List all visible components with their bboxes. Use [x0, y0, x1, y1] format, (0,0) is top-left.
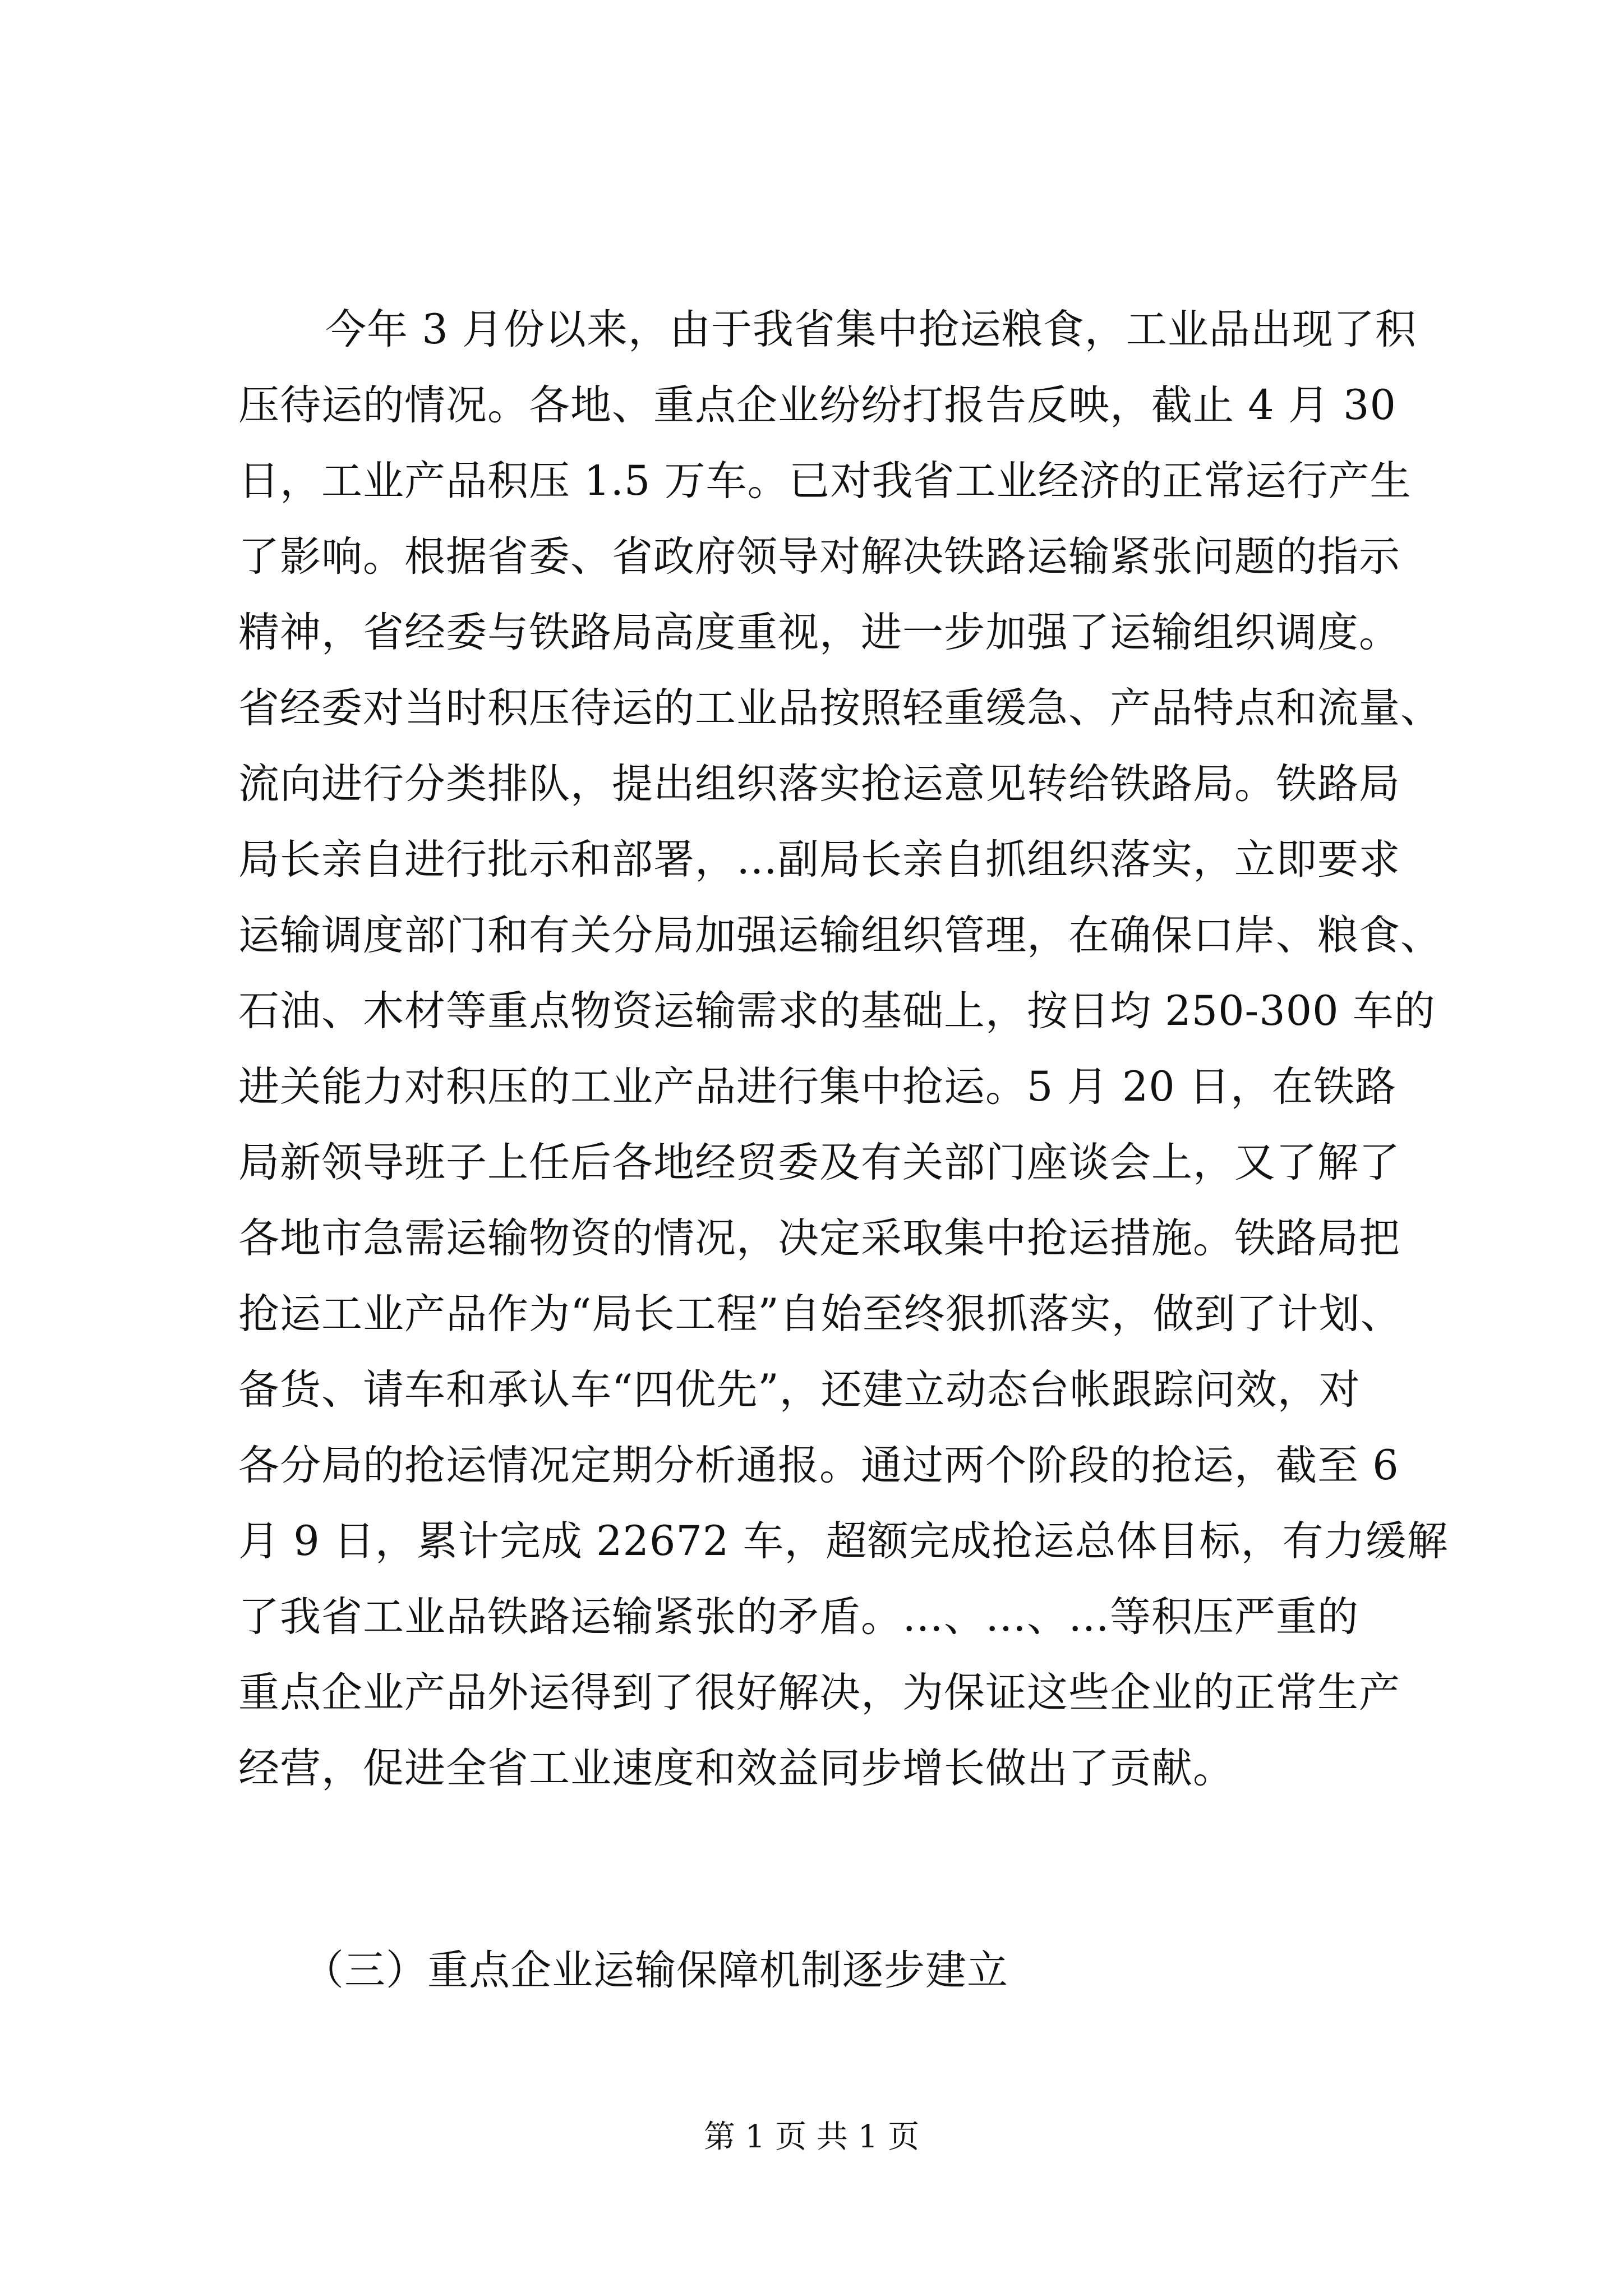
paragraph-line: 运输调度部门和有关分局加强运输组织管理，在确保口岸、粮食、: [238, 912, 1442, 959]
paragraph-line: 经营，促进全省工业速度和效益同步增长做出了贡献。: [238, 1745, 1234, 1792]
paragraph-line: 石油、木材等重点物资运输需求的基础上，按日均 250-300 车的: [238, 987, 1436, 1035]
section-subheading: （三）重点企业运输保障机制逐步建立: [303, 1947, 1008, 1994]
page-footer: 第 1 页 共 1 页: [703, 2119, 920, 2155]
body-paragraph: [238, 292, 1450, 1806]
paragraph-line: 精神，省经委与铁路局高度重视，进一步加强了运输组织调度。: [238, 609, 1400, 656]
paragraph-line: 进关能力对积压的工业产品进行集中抢运。5 月 20 日，在铁路: [238, 1063, 1396, 1111]
paragraph-line: 流向进行分类排队，提出组织落实抢运意见转给铁路局。铁路局: [238, 760, 1400, 808]
paragraph-line: 各分局的抢运情况定期分析通报。通过两个阶段的抢运，截至 6: [238, 1442, 1399, 1489]
paragraph-line: 各地市急需运输物资的情况，决定采取集中抢运措施。铁路局把: [238, 1214, 1400, 1262]
paragraph-line: 省经委对当时积压待运的工业品按照轻重缓急、产品特点和流量、: [238, 684, 1442, 732]
paragraph-line: 月 9 日，累计完成 22672 车，超额完成抢运总体目标，有力缓解: [238, 1517, 1449, 1565]
paragraph-line: 备货、请车和承认车“四优先”，还建立动态台帐跟踪问效，对: [238, 1366, 1361, 1414]
paragraph-line: 重点企业产品外运得到了很好解决，为保证这些企业的正常生产: [238, 1669, 1400, 1717]
paragraph-line: 了影响。根据省委、省政府领导对解决铁路运输紧张问题的指示: [238, 533, 1400, 581]
paragraph-line: 局新领导班子上任后各地经贸委及有关部门座谈会上，又了解了: [238, 1139, 1400, 1186]
paragraph-line: 日，工业产品积压 1.5 万车。已对我省工业经济的正常运行产生: [238, 457, 1412, 505]
paragraph-line: 压待运的情况。各地、重点企业纷纷打报告反映，截止 4 月 30: [238, 381, 1396, 429]
paragraph-line: 局长亲自进行批示和部署，…副局长亲自抓组织落实，立即要求: [238, 836, 1400, 884]
paragraph-line: 抢运工业产品作为“局长工程”自始至终狠抓落实，做到了计划、: [238, 1290, 1402, 1338]
paragraph-line: 了我省工业品铁路运输紧张的矛盾。…、…、…等积压严重的: [238, 1593, 1359, 1641]
paragraph-line: 今年 3 月份以来，由于我省集中抢运粮食，工业品出现了积: [325, 306, 1417, 353]
